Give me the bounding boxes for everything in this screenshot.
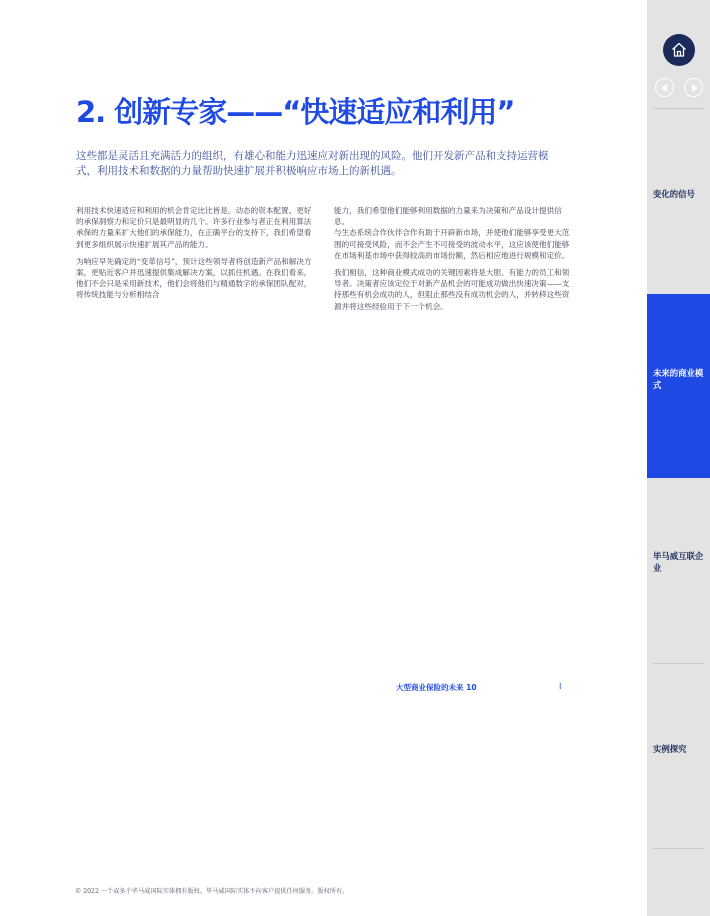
next-page-button[interactable]: [684, 78, 703, 97]
intro-paragraph: 这些都是灵活且充满活力的组织，有雄心和能力迅速应对新出现的风险。他们开发新产品和支持运营模式，利用技术和数据的力量帮助快速扩展并积极响应市场上的新机遇。: [76, 150, 549, 177]
body-paragraph: 利用技术快速适应和利用的机会肯定比比皆是。动态的资本配置、更好的承保洞察力和定价只是最明显的几个。许多行业参与者正在利用算法承保的力量来扩大他们的承保能力，在正确平台的支持下，我们希望看到更多组织展示快速扩展其产品的能力。: [76, 206, 312, 249]
page-separator: I: [559, 682, 562, 691]
sidebar-item-signals-of-change[interactable]: 变化的信号: [653, 189, 695, 199]
body-paragraph: 能力，我们希望他们能够利用数据的力量来为决策和产品设计提供信息。: [334, 206, 562, 227]
prev-page-button[interactable]: [655, 78, 674, 97]
home-button[interactable]: [663, 34, 695, 66]
body-column-right: [334, 205, 572, 318]
chevron-right-icon: [692, 84, 698, 92]
divider: [653, 108, 704, 109]
home-icon: [670, 41, 688, 59]
page-number-label: 大型商业保险的未来 10: [396, 683, 477, 692]
sidebar-item-kpmg-connected-enterprise[interactable]: 毕马威互联企业: [653, 551, 704, 573]
body-column-left: [76, 205, 314, 307]
body-paragraph: 我们相信，这种商业模式成功的关键因素将是大胆、有能力的员工和领导者。决策者应该定位于对新产品机会的可能成功做出快速决策——支持那些有机会成功的人，但阻止那些没有成功机会的人，并转移这些资源并将这些经验用于下一个机会。: [334, 268, 570, 311]
divider: [653, 848, 704, 849]
body-paragraph: 为响应早先确定的“变革信号”，预计这些领导者将创造新产品和解决方案，更贴近客户并迅速提供集成解决方案，以抓住机遇。在我们看来，他们不会只是采用新技术，他们会将他们与精通数字的承保团队配对，将传统技能与分析相结合: [76, 256, 312, 300]
page-title: 2. 创新专家——“快速适应和利用”: [76, 95, 515, 129]
copyright-footer: © 2022 一个或多个毕马威国际实体拥有版权。毕马威国际实体不向客户提供任何服务。版权所有。: [75, 888, 349, 895]
sidebar-item-future-business-models[interactable]: 未来的商业模式: [647, 294, 710, 478]
body-paragraph: 与生态系统合作伙伴合作有助于开辟新市场，并使他们能够享受更大范围的可接受风险，而不会产生不可接受的波动水平，这应该使他们能够在市场利基市场中获得较高的市场份额，然后相应地进行规模和定价。: [334, 228, 570, 260]
chevron-left-icon: [661, 84, 667, 92]
sidebar-nav: [647, 0, 710, 916]
sidebar-item-case-studies[interactable]: 实例探究: [653, 744, 687, 754]
divider: [653, 663, 704, 664]
